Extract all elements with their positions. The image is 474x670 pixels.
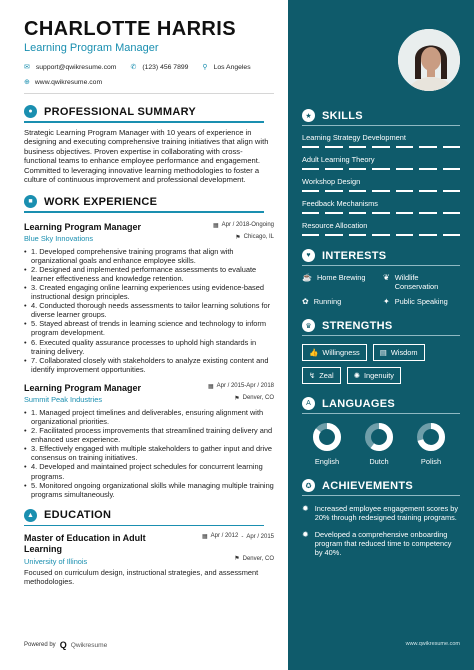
skill-level-segment (372, 190, 389, 192)
skill-level-segment (396, 212, 413, 214)
skill-item (302, 177, 460, 192)
strengths-title: STRENGTHS (322, 319, 393, 332)
skills-list (302, 133, 460, 236)
skill-level-segment (419, 234, 436, 236)
calendar-icon: ▦ (207, 383, 214, 390)
heart-icon: ♥ (302, 249, 315, 262)
bullet-item: • 2. Facilitated process improvements that streamlined training delivery and enhanced user experience. (24, 426, 274, 444)
phone-text: (123) 456 7899 (142, 63, 189, 71)
strength-tag (373, 344, 425, 361)
interests-grid (302, 273, 460, 306)
education-entry (24, 533, 274, 586)
skill-item (302, 199, 460, 214)
paw-icon: ✿ (302, 297, 309, 306)
interest-item (302, 273, 379, 291)
user-icon: ● (24, 105, 37, 118)
achievements-title: ACHIEVEMENTS (322, 479, 413, 492)
trophy-icon: ♛ (302, 319, 315, 332)
skills-title: SKILLS (322, 109, 363, 122)
job-date (213, 222, 274, 229)
bolt-icon: ↯ (309, 371, 316, 380)
experience-heading (24, 195, 274, 208)
beer-icon: ☕ (302, 273, 312, 282)
education-end: Apr / 2015 (246, 533, 274, 540)
skill-level-bar (302, 234, 460, 236)
language-item (354, 422, 404, 466)
interest-item (383, 297, 460, 306)
bullet-item: • 6. Executed quality assurance processes to uphold high standards in training delivery. (24, 338, 274, 356)
book-icon: ▤ (379, 348, 387, 357)
skill-item (302, 221, 460, 236)
bullet-item: • 4. Developed and maintained project schedules for concurrent learning programs. (24, 462, 274, 480)
skill-level-segment (325, 190, 342, 192)
footer-credit (24, 640, 107, 650)
strength-label: Zeal (319, 371, 334, 380)
strength-tag (302, 344, 367, 361)
footer-website[interactable]: www.qwikresume.com (405, 641, 460, 647)
medal-icon: ✪ (302, 479, 315, 492)
language-item (302, 422, 352, 466)
job-location (235, 234, 274, 241)
achievement-text: Increased employee engagement scores by 20% through redesigned training programs. (314, 504, 459, 523)
job-company: Blue Sky Innovations (24, 233, 94, 243)
skill-level-bar (302, 168, 460, 170)
job-date (208, 383, 274, 390)
skill-level-segment (419, 146, 436, 148)
strengths-list (302, 344, 460, 384)
header-divider (24, 93, 274, 94)
interests-heading (302, 249, 460, 262)
skill-level-segment (443, 146, 460, 148)
brand-text[interactable]: Qwikresume (70, 641, 108, 649)
skill-level-segment (302, 212, 319, 214)
job-title: Learning Program Manager (24, 382, 142, 393)
skill-level-segment (349, 234, 366, 236)
job-date-text: Apr / 2018-Ongoing (221, 222, 274, 229)
strength-label: Willingness (322, 348, 360, 357)
star-icon: ★ (302, 109, 315, 122)
badge-icon: ✹ (302, 504, 309, 513)
job-bullets (24, 247, 274, 374)
briefcase-icon: ■ (24, 195, 37, 208)
interests-title: INTERESTS (322, 249, 387, 262)
skill-level-segment (349, 190, 366, 192)
location-icon: ⚲ (202, 64, 208, 71)
badge-icon: ✹ (302, 530, 309, 540)
qwikresume-logo-icon: Q (59, 640, 67, 650)
sidebar (288, 0, 474, 670)
skill-level-segment (396, 168, 413, 170)
experience-underline (24, 211, 264, 213)
website-text[interactable]: www.qwikresume.com (34, 78, 103, 86)
education-location-text: Denver, CO (242, 555, 274, 562)
skill-level-segment (396, 190, 413, 192)
pin-icon: ⚑ (235, 234, 241, 241)
interest-label: Wildlife Conservation (394, 273, 439, 291)
pin-icon: ⚑ (234, 556, 240, 563)
skill-level-segment (443, 212, 460, 214)
skill-level-segment (443, 190, 460, 192)
bullet-item: • 1. Managed project timelines and deliverables, ensuring alignment with organizational priorities. (24, 408, 274, 426)
avatar-image (398, 29, 462, 93)
skills-underline (302, 125, 460, 126)
strengths-heading (302, 319, 460, 332)
job-title: Learning Program Manager (24, 221, 142, 232)
experience-title: WORK EXPERIENCE (44, 195, 158, 208)
languages-underline (302, 413, 460, 414)
pin-icon: ⚑ (234, 395, 240, 402)
achievement-text: Developed a comprehensive onboarding program that reduced time to competency by 40%. (314, 530, 452, 558)
lightbulb-icon: ✺ (353, 371, 360, 380)
email-icon: ✉ (24, 64, 30, 71)
skill-level-segment (302, 234, 319, 236)
leaf-icon: ❦ (383, 273, 390, 282)
job-location-text: Chicago, IL (243, 234, 274, 241)
bullet-item: • 5. Monitored ongoing organizational skills while managing multiple training programs simultaneously. (24, 481, 274, 499)
skill-level-segment (443, 168, 460, 170)
bullet-item: • 5. Stayed abreast of trends in learning science and technology to inform program development. (24, 319, 274, 337)
summary-title: PROFESSIONAL SUMMARY (44, 105, 197, 118)
interest-label: Running (313, 297, 342, 306)
summary-text: Strategic Learning Program Manager with 10 years of experience in designing and executing comprehensive training initiatives that align with business objectives. Proven expertise in collaborating with cross-functional teams to enhance employee performance and engagement. Committed to leveraging innovative learning methodologies to foster a culture of continuous improvement and professional development. (24, 127, 269, 185)
skill-item (302, 155, 460, 170)
languages-list (302, 422, 460, 466)
school-name: University of Illinois (24, 557, 88, 567)
language-name: English (314, 457, 340, 466)
education-start: Apr / 2012 (210, 533, 239, 540)
strength-label: Wisdom (390, 348, 418, 357)
avatar (396, 27, 462, 93)
job-bullets (24, 408, 274, 499)
skill-level-segment (419, 190, 436, 192)
calendar-icon: ▦ (201, 534, 208, 541)
job-location (234, 395, 274, 402)
language-name: Polish (420, 457, 442, 466)
summary-heading (24, 105, 274, 118)
skill-level-segment (302, 146, 319, 148)
microphone-icon: ✦ (383, 297, 390, 306)
skill-level-bar (302, 146, 460, 148)
education-location (234, 555, 274, 562)
skill-level-segment (372, 168, 389, 170)
job-entry (24, 383, 274, 499)
interests-underline (302, 265, 460, 266)
skills-heading (302, 109, 460, 122)
skill-name: Adult Learning Theory (302, 155, 375, 164)
skill-level-segment (325, 146, 342, 148)
language-item (406, 422, 456, 466)
strength-tag (302, 367, 341, 384)
job-company: Summit Peak Industries (24, 394, 103, 404)
skill-level-segment (349, 146, 366, 148)
degree-title: Master of Education in Adult Learning (24, 533, 146, 555)
job-date-text: Apr / 2015-Apr / 2018 (216, 383, 274, 390)
education-description: Focused on curriculum design, instructional strategies, and assessment methodologies. (24, 568, 259, 587)
skill-item (302, 133, 460, 148)
graduation-cap-icon: ▲ (24, 509, 37, 522)
skill-level-segment (349, 212, 366, 214)
skill-level-bar (302, 190, 460, 192)
skill-level-segment (302, 190, 319, 192)
skill-level-segment (372, 212, 389, 214)
bullet-item: • 1. Developed comprehensive training programs that align with organizational goals and enhance employee skills. (24, 247, 274, 265)
bullet-item: • 3. Effectively engaged with multiple stakeholders to gather input and drive consensus on training initiatives. (24, 444, 274, 462)
skill-level-segment (372, 146, 389, 148)
skill-level-segment (325, 212, 342, 214)
powered-by-text: Powered by (24, 642, 56, 648)
achievement-item (302, 530, 460, 557)
skill-level-segment (396, 146, 413, 148)
language-name: Dutch (369, 457, 389, 466)
globe-icon: ⊕ (24, 79, 30, 86)
skill-level-segment (372, 234, 389, 236)
thumbs-up-icon: 👍 (309, 348, 319, 357)
skill-level-segment (419, 212, 436, 214)
strengths-underline (302, 335, 460, 336)
candidate-name: CHARLOTTE HARRIS (24, 18, 236, 40)
contact-row (24, 63, 274, 71)
skill-name: Learning Strategy Development (302, 133, 406, 142)
achievement-item (302, 504, 460, 522)
strength-label: Ingenuity (363, 371, 394, 380)
achievements-heading (302, 479, 460, 492)
language-icon: A (302, 397, 315, 410)
skill-name: Resource Allocation (302, 221, 368, 230)
achievements-underline (302, 495, 460, 496)
skill-level-segment (443, 234, 460, 236)
language-level-donut (416, 422, 446, 452)
candidate-role: Learning Program Manager (24, 42, 159, 54)
skill-level-segment (396, 234, 413, 236)
website-row (24, 78, 274, 86)
interest-item (383, 273, 460, 291)
bullet-item: • 4. Conducted thorough needs assessments to tailor learning solutions for diverse learner groups. (24, 301, 274, 319)
skill-level-segment (302, 168, 319, 170)
location-text: Los Angeles (213, 63, 251, 71)
skill-name: Feedback Mechanisms (302, 199, 378, 208)
education-heading (24, 509, 274, 522)
interest-label: Home Brewing (316, 273, 366, 282)
languages-title: LANGUAGES (322, 397, 395, 410)
summary-underline (24, 121, 264, 123)
languages-heading (302, 397, 460, 410)
education-underline (24, 525, 264, 527)
email-text[interactable]: support@qwikresume.com (35, 63, 117, 71)
bullet-item: • 7. Collaborated closely with stakeholders to analyze existing content and identify improvement opportunities. (24, 356, 274, 374)
interest-item (302, 297, 379, 306)
language-level-donut (364, 422, 394, 452)
bullet-item: • 3. Created engaging online learning experiences using evidence-based instructional design principles. (24, 283, 274, 301)
job-location-text: Denver, CO (242, 395, 274, 402)
strength-tag (347, 367, 401, 384)
job-entry (24, 222, 274, 374)
skill-level-segment (325, 168, 342, 170)
skill-level-segment (325, 234, 342, 236)
skill-name: Workshop Design (302, 177, 361, 186)
skill-level-segment (349, 168, 366, 170)
phone-icon: ✆ (130, 64, 137, 71)
interest-label: Public Speaking (394, 297, 448, 306)
bullet-item: • 2. Designed and implemented performance assessments to evaluate learner effectiveness and knowledge retention. (24, 265, 274, 283)
skill-level-bar (302, 212, 460, 214)
education-title: EDUCATION (44, 509, 112, 522)
calendar-icon: ▦ (212, 222, 219, 229)
skill-level-segment (419, 168, 436, 170)
language-level-donut (312, 422, 342, 452)
education-date: ▦ Apr / 2012 - Apr / 2015 (201, 533, 274, 541)
